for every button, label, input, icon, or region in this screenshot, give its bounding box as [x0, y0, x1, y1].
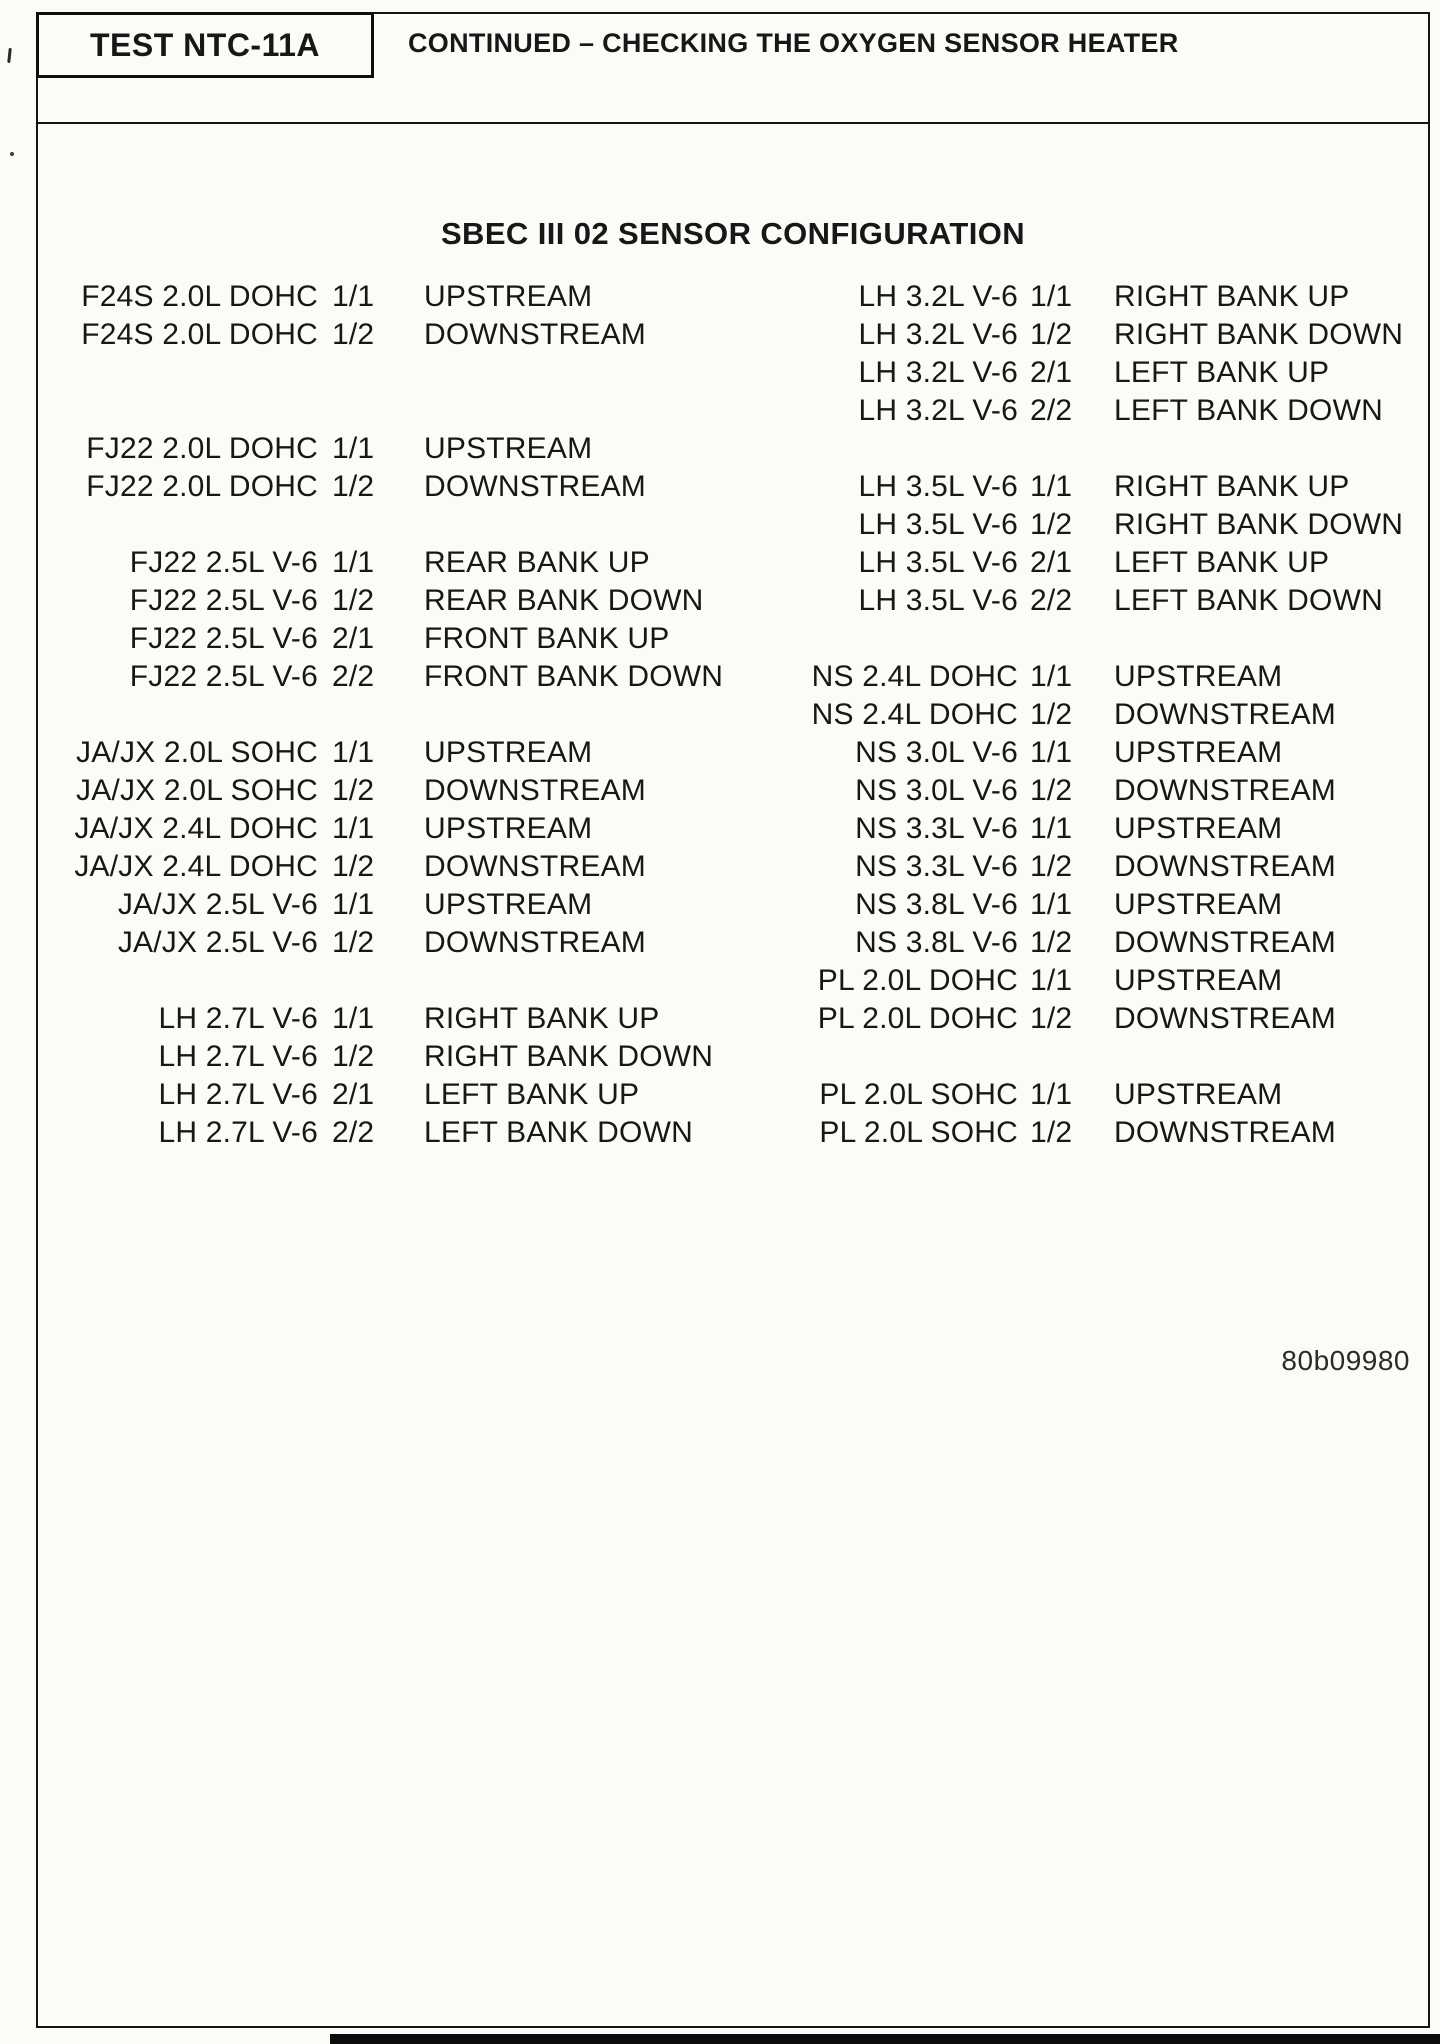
config-row-spacer: [38, 962, 738, 1000]
location-cell: RIGHT BANK DOWN: [1114, 318, 1404, 351]
model-cell: PL 2.0L SOHC: [819, 1116, 1018, 1149]
model-cell: FJ22 2.5L V-6: [129, 622, 318, 655]
config-row-spacer: [38, 696, 738, 734]
model-cell: NS 2.4L DOHC: [811, 698, 1018, 731]
config-row-spacer: [768, 620, 1432, 658]
model-cell: NS 3.0L V-6: [855, 736, 1018, 769]
model-cell: JA/JX 2.4L DOHC: [74, 812, 318, 845]
model-cell: LH 3.5L V-6: [858, 508, 1018, 541]
location-cell: RIGHT BANK UP: [1114, 470, 1350, 503]
model-cell: FJ22 2.5L V-6: [129, 584, 318, 617]
location-cell: UPSTREAM: [1114, 812, 1283, 845]
model-cell: FJ22 2.5L V-6: [129, 546, 318, 579]
location-cell: LEFT BANK DOWN: [1114, 394, 1383, 427]
location-cell: REAR BANK DOWN: [424, 584, 704, 617]
config-row: [768, 544, 1432, 582]
config-row: [768, 886, 1432, 924]
location-cell: UPSTREAM: [424, 736, 593, 769]
location-cell: UPSTREAM: [1114, 964, 1283, 997]
header-divider-line: [36, 122, 1430, 124]
location-cell: LEFT BANK UP: [1114, 546, 1330, 579]
model-cell: LH 3.5L V-6: [858, 546, 1018, 579]
model-cell: FJ22 2.5L V-6: [129, 660, 318, 693]
model-cell: NS 3.3L V-6: [855, 850, 1018, 883]
location-cell: RIGHT BANK UP: [1114, 280, 1350, 313]
model-cell: F24S 2.0L DOHC: [81, 280, 318, 313]
model-cell: LH 3.5L V-6: [858, 584, 1018, 617]
sensor-cell: 1/1: [1030, 280, 1073, 313]
config-row: [768, 1000, 1432, 1038]
location-cell: UPSTREAM: [424, 280, 593, 313]
sensor-cell: 2/2: [332, 660, 375, 693]
config-row: [768, 924, 1432, 962]
sensor-cell: 1/1: [1030, 1078, 1073, 1111]
sensor-cell: 1/1: [1030, 660, 1073, 693]
location-cell: RIGHT BANK UP: [424, 1002, 660, 1035]
sensor-cell: 1/2: [332, 774, 375, 807]
config-row: [768, 392, 1432, 430]
location-cell: DOWNSTREAM: [424, 318, 646, 351]
location-cell: FRONT BANK DOWN: [424, 660, 724, 693]
scan-artifact-bottom-bar: [330, 2034, 1440, 2044]
model-cell: LH 3.2L V-6: [858, 318, 1018, 351]
config-row: [768, 506, 1432, 544]
sensor-cell: 1/2: [1030, 1002, 1073, 1035]
location-cell: DOWNSTREAM: [424, 774, 646, 807]
config-row-spacer: [38, 354, 738, 392]
sensor-cell: 1/2: [1030, 926, 1073, 959]
model-cell: LH 2.7L V-6: [158, 1040, 318, 1073]
sensor-cell: 1/1: [1030, 888, 1073, 921]
sensor-cell: 1/1: [332, 280, 375, 313]
model-cell: NS 3.8L V-6: [855, 926, 1018, 959]
config-row-spacer: [38, 506, 738, 544]
sensor-config-column-left: [38, 278, 738, 1152]
config-row: [768, 1114, 1432, 1152]
model-cell: NS 3.3L V-6: [855, 812, 1018, 845]
config-row: [38, 316, 738, 354]
location-cell: DOWNSTREAM: [1114, 1116, 1336, 1149]
section-title: SBEC III 02 SENSOR CONFIGURATION: [440, 216, 1026, 251]
model-cell: JA/JX 2.0L SOHC: [76, 774, 318, 807]
location-cell: LEFT BANK DOWN: [1114, 584, 1383, 617]
model-cell: JA/JX 2.5L V-6: [117, 888, 318, 921]
config-row: [38, 924, 738, 962]
config-row: [768, 962, 1432, 1000]
sensor-cell: 1/2: [332, 470, 375, 503]
sensor-cell: 2/1: [332, 622, 375, 655]
sensor-cell: 2/2: [332, 1116, 375, 1149]
config-row: [768, 734, 1432, 772]
sensor-config-column-right: [768, 278, 1432, 1152]
location-cell: DOWNSTREAM: [1114, 850, 1336, 883]
sensor-cell: 1/1: [1030, 964, 1073, 997]
config-row-spacer: [768, 430, 1432, 468]
sensor-cell: 2/1: [1030, 356, 1073, 389]
config-row: [38, 582, 738, 620]
config-row: [38, 278, 738, 316]
config-row: [38, 1000, 738, 1038]
location-cell: RIGHT BANK DOWN: [1114, 508, 1404, 541]
config-row-spacer: [38, 392, 738, 430]
sensor-cell: 1/2: [1030, 698, 1073, 731]
location-cell: DOWNSTREAM: [424, 850, 646, 883]
location-cell: UPSTREAM: [1114, 1078, 1283, 1111]
sensor-cell: 1/1: [332, 546, 375, 579]
config-row: [38, 886, 738, 924]
sensor-cell: 1/2: [332, 584, 375, 617]
scan-artifact-dot: [10, 152, 14, 156]
config-row: [38, 544, 738, 582]
config-row: [768, 354, 1432, 392]
config-row: [768, 658, 1432, 696]
location-cell: RIGHT BANK DOWN: [424, 1040, 714, 1073]
model-cell: PL 2.0L DOHC: [817, 1002, 1018, 1035]
location-cell: DOWNSTREAM: [424, 926, 646, 959]
location-cell: DOWNSTREAM: [1114, 926, 1336, 959]
model-cell: PL 2.0L DOHC: [817, 964, 1018, 997]
sensor-cell: 1/2: [332, 926, 375, 959]
model-cell: LH 3.2L V-6: [858, 356, 1018, 389]
location-cell: DOWNSTREAM: [1114, 698, 1336, 731]
config-row: [38, 1114, 738, 1152]
config-row: [38, 810, 738, 848]
config-row: [38, 772, 738, 810]
sensor-cell: 2/1: [1030, 546, 1073, 579]
model-cell: FJ22 2.0L DOHC: [86, 432, 318, 465]
location-cell: DOWNSTREAM: [1114, 1002, 1336, 1035]
sensor-cell: 1/1: [332, 1002, 375, 1035]
config-row: [768, 316, 1432, 354]
model-cell: JA/JX 2.4L DOHC: [74, 850, 318, 883]
sensor-cell: 1/2: [332, 850, 375, 883]
config-row: [768, 848, 1432, 886]
config-row: [38, 848, 738, 886]
test-id-label: TEST NTC-11A: [89, 26, 321, 63]
location-cell: UPSTREAM: [1114, 736, 1283, 769]
config-row: [768, 278, 1432, 316]
model-cell: LH 3.5L V-6: [858, 470, 1018, 503]
scan-artifact-tick: [7, 48, 12, 63]
config-row: [38, 468, 738, 506]
config-row-spacer: [768, 1038, 1432, 1076]
model-cell: NS 3.8L V-6: [855, 888, 1018, 921]
sensor-cell: 1/2: [332, 1040, 375, 1073]
config-row: [768, 1076, 1432, 1114]
config-row: [38, 658, 738, 696]
location-cell: UPSTREAM: [424, 432, 593, 465]
model-cell: NS 2.4L DOHC: [811, 660, 1018, 693]
model-cell: LH 2.7L V-6: [158, 1078, 318, 1111]
sensor-cell: 1/1: [332, 432, 375, 465]
location-cell: LEFT BANK UP: [424, 1078, 640, 1111]
sensor-cell: 2/2: [1030, 394, 1073, 427]
location-cell: UPSTREAM: [1114, 888, 1283, 921]
location-cell: UPSTREAM: [1114, 660, 1283, 693]
sensor-cell: 1/2: [1030, 318, 1073, 351]
config-row: [38, 1038, 738, 1076]
config-row: [38, 1076, 738, 1114]
model-cell: LH 2.7L V-6: [158, 1002, 318, 1035]
model-cell: F24S 2.0L DOHC: [81, 318, 318, 351]
config-row: [768, 582, 1432, 620]
sensor-cell: 1/2: [1030, 508, 1073, 541]
sensor-cell: 1/2: [1030, 774, 1073, 807]
config-row: [38, 734, 738, 772]
config-row: [38, 430, 738, 468]
location-cell: LEFT BANK DOWN: [424, 1116, 693, 1149]
model-cell: LH 3.2L V-6: [858, 280, 1018, 313]
model-cell: PL 2.0L SOHC: [819, 1078, 1018, 1111]
model-cell: JA/JX 2.0L SOHC: [76, 736, 318, 769]
sensor-cell: 2/1: [332, 1078, 375, 1111]
location-cell: DOWNSTREAM: [424, 470, 646, 503]
sensor-cell: 1/2: [1030, 850, 1073, 883]
model-cell: LH 2.7L V-6: [158, 1116, 318, 1149]
config-row: [768, 696, 1432, 734]
model-cell: NS 3.0L V-6: [855, 774, 1018, 807]
config-row: [768, 810, 1432, 848]
sensor-cell: 1/1: [1030, 736, 1073, 769]
test-id-box: [36, 12, 374, 78]
figure-reference-number: 80b09980: [1281, 1345, 1410, 1376]
model-cell: JA/JX 2.5L V-6: [117, 926, 318, 959]
sensor-cell: 1/1: [332, 812, 375, 845]
header-title: CONTINUED – CHECKING THE OXYGEN SENSOR HEATER: [408, 28, 1179, 58]
model-cell: LH 3.2L V-6: [858, 394, 1018, 427]
sensor-cell: 1/1: [332, 736, 375, 769]
sensor-cell: 2/2: [1030, 584, 1073, 617]
model-cell: FJ22 2.0L DOHC: [86, 470, 318, 503]
sensor-cell: 1/1: [1030, 812, 1073, 845]
location-cell: DOWNSTREAM: [1114, 774, 1336, 807]
config-row: [38, 620, 738, 658]
location-cell: FRONT BANK UP: [424, 622, 670, 655]
config-row: [768, 772, 1432, 810]
sensor-cell: 1/1: [1030, 470, 1073, 503]
location-cell: LEFT BANK UP: [1114, 356, 1330, 389]
location-cell: UPSTREAM: [424, 812, 593, 845]
config-row: [768, 468, 1432, 506]
location-cell: UPSTREAM: [424, 888, 593, 921]
sensor-cell: 1/1: [332, 888, 375, 921]
sensor-cell: 1/2: [1030, 1116, 1073, 1149]
sensor-cell: 1/2: [332, 318, 375, 351]
location-cell: REAR BANK UP: [424, 546, 650, 579]
